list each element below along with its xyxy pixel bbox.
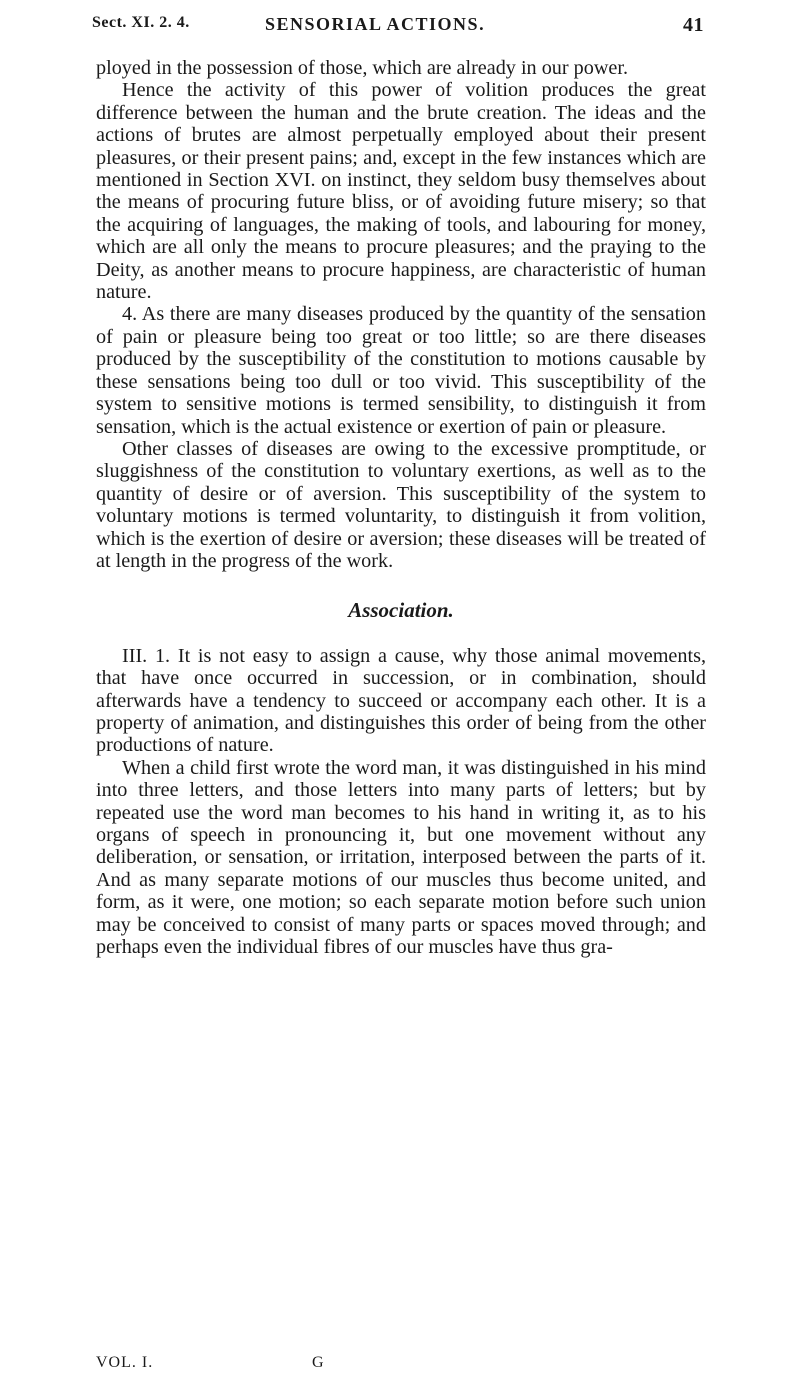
section-reference: Sect. XI. 2. 4. (92, 14, 190, 31)
body-text (96, 57, 706, 958)
paragraph-sensibility: 4. As there are many diseases produced by the quantity of the sensation of pain or pleasure being too great or too little; so are there diseases produced by the susceptibility of the constitution to motions causable by these sensations being too dull or too vivid. This susceptibility of the system to sensitive motions is termed sensibility, to distinguish it from sensation, which is the actual existence or exertion of pain or pleasure. (96, 303, 706, 438)
section-heading-association: Association. (348, 598, 454, 623)
paragraph-continuation: ployed in the possession of those, which are already in our power. (96, 57, 629, 79)
volume-label: VOL. I. (96, 1354, 154, 1371)
running-head (92, 14, 704, 42)
signature-mark: G (312, 1354, 325, 1371)
page-footer (96, 1354, 396, 1372)
paragraph-volition-difference: Hence the activity of this power of volition produces the great difference between the human and the brute creation. The ideas and the actions of brutes are almost perpetually employed about their present pleasures, or their present pains; and, except in the few instances which are mentioned in Section XVI. on instinct, they seldom busy themselves about the means of procuring future bliss, or of avoiding future misery; so that the acquiring of languages, the making of tools, and labouring for money, which are all only the means to procure pleasures; and the praying to the Deity, as another means to procure happiness, are characteristic of human nature. (96, 79, 706, 304)
page-number: 41 (683, 14, 704, 36)
running-title: SENSORIAL ACTIONS. (265, 14, 486, 34)
paragraph-word-man-example: When a child first wrote the word man, it was distinguished in his mind into three letters, and those letters into many parts of letters; but by repeated use the word man becomes to his hand in writing it, as to his organs of speech in pronouncing it, but one movement without any deliberation, or sensation, or irritation, interposed between the parts of it. And as many separate motions of our muscles thus become united, and form, as it were, one motion; so each separate motion before such union may be conceived to consist of many parts or spaces moved through; and perhaps even the individual fibres of our muscles have thus gra- (96, 756, 706, 959)
paragraph-voluntarity: Other classes of diseases are owing to the excessive promptitude, or sluggishness of the constitution to voluntary exertions, as well as to the quantity of desire or of aversion. This susceptibility of the system to voluntary motions is termed voluntarity, to distinguish it from volition, which is the exertion of desire or aversion; these diseases will be treated of at length in the progress of the work. (96, 437, 706, 572)
paragraph-association-cause: III. 1. It is not easy to assign a cause, why those animal movements, that have once occurred in succession, or in combination, should afterwards have a tendency to succeed or accompany each other. It is a property of animation, and distinguishes this order of being from the other productions of nature. (96, 644, 706, 757)
